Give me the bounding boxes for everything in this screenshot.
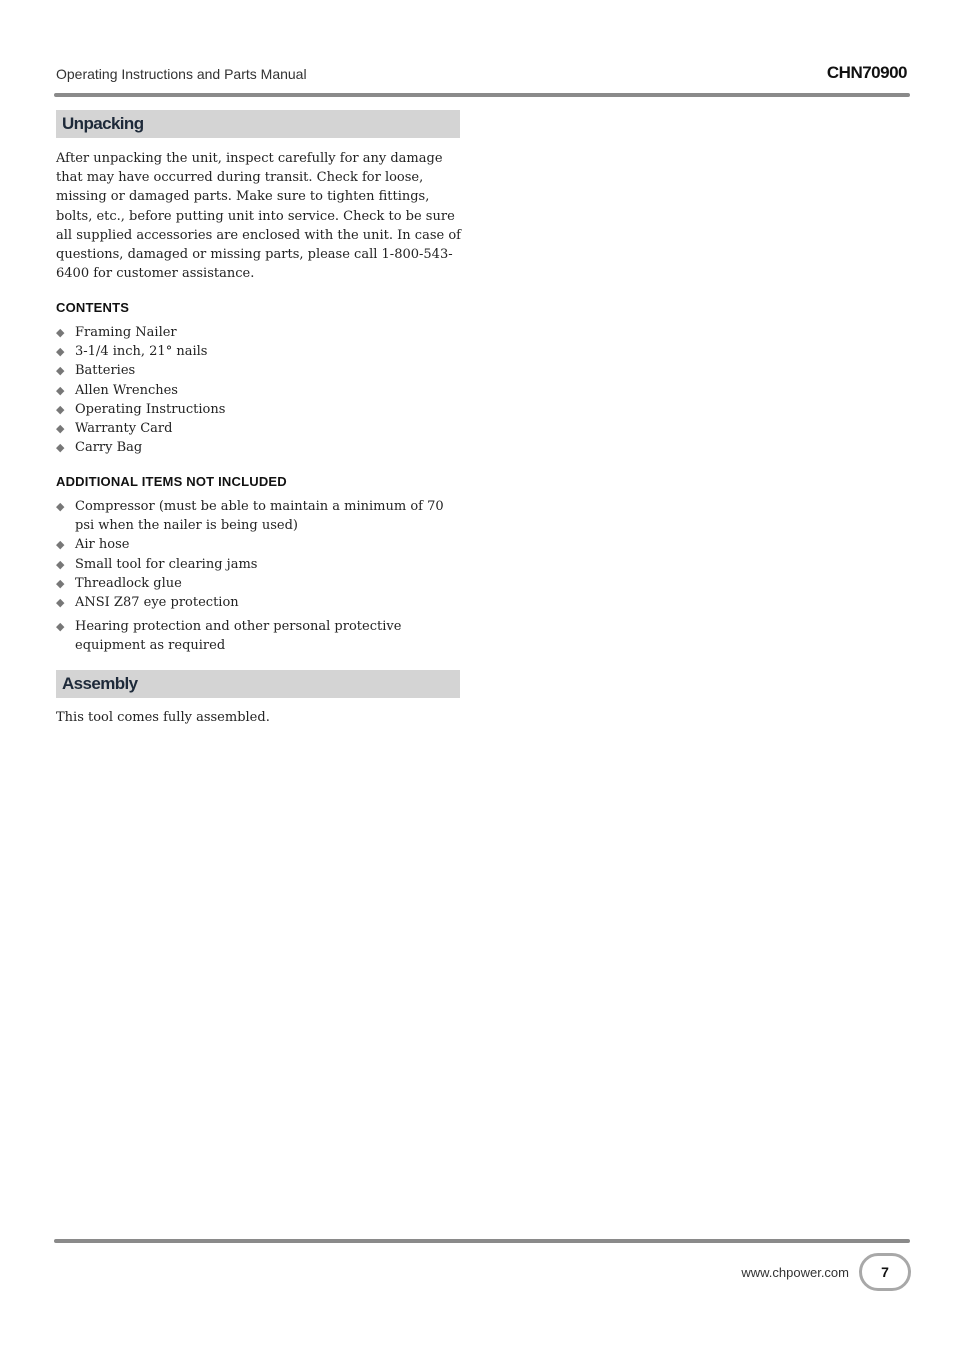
list-item: ◆ Batteries — [56, 361, 466, 380]
assembly-heading: Assembly — [62, 674, 138, 693]
list-item: ◆ Small tool for clearing jams — [56, 555, 466, 574]
diamond-bullet-icon: ◆ — [56, 383, 65, 397]
diamond-bullet-icon: ◆ — [56, 620, 65, 634]
list-item: ◆ Framing Nailer — [56, 323, 466, 342]
assembly-section-bar — [56, 670, 460, 698]
diamond-bullet-icon: ◆ — [56, 326, 65, 339]
website-url: www.chpower.com — [741, 1265, 849, 1280]
contents-list — [56, 323, 466, 457]
diamond-bullet-icon: ◆ — [56, 364, 65, 378]
list-item: ◆ Air hose — [56, 535, 466, 554]
diamond-bullet-icon: ◆ — [56, 441, 65, 455]
model-number: CHN70900 — [826, 63, 907, 82]
diamond-bullet-icon: ◆ — [56, 402, 65, 416]
list-item: ◆ 3-1/4 inch, 21° nails — [56, 342, 466, 361]
list-item: ◆ Warranty Card — [56, 419, 466, 438]
diamond-bullet-icon: ◆ — [56, 557, 65, 571]
diamond-bullet-icon: ◆ — [56, 500, 65, 513]
list-item: ◆ Allen Wrenches — [56, 381, 466, 400]
diamond-bullet-icon: ◆ — [56, 345, 65, 359]
diamond-bullet-icon: ◆ — [56, 576, 65, 590]
unpacking-section-bar — [56, 110, 460, 138]
diamond-bullet-icon: ◆ — [56, 422, 65, 436]
additional-items-list — [56, 497, 466, 656]
list-item: ◆ Carry Bag — [56, 438, 466, 457]
document-title: Operating Instructions and Parts Manual — [56, 66, 307, 82]
unpacking-paragraph: After unpacking the unit, inspect carefully for any damage that may have occurred during transit. Check for loose, missing or damaged parts. Make sure to tighten fittings, bolts, etc., before putting unit into service. Check to be sure all supplied accessories are enclosed with the unit. In case of questions, damaged or missing parts, please call 1-800-543-6400 for customer assistance. — [56, 151, 461, 282]
unpacking-heading: Unpacking — [62, 114, 144, 133]
footer-divider — [54, 1239, 910, 1243]
assembly-paragraph: This tool comes fully assembled. — [56, 710, 270, 725]
page-number-badge: 7 — [859, 1253, 911, 1291]
diamond-bullet-icon: ◆ — [56, 538, 65, 552]
contents-heading: CONTENTS — [56, 300, 130, 315]
diamond-bullet-icon: ◆ — [56, 596, 65, 610]
header-divider — [54, 93, 910, 97]
additional-items-heading: ADDITIONAL ITEMS NOT INCLUDED — [56, 474, 287, 489]
list-item: ◆ Hearing protection and other personal protective equipment as required — [56, 619, 402, 654]
list-item: ◆ Operating Instructions — [56, 400, 466, 419]
list-item: ◆ Threadlock glue — [56, 574, 466, 593]
list-item: ◆ ANSI Z87 eye protection — [56, 593, 466, 612]
list-item: ◆ Compressor (must be able to maintain a minimum of 70 psi when the nailer is being used) — [56, 499, 444, 534]
